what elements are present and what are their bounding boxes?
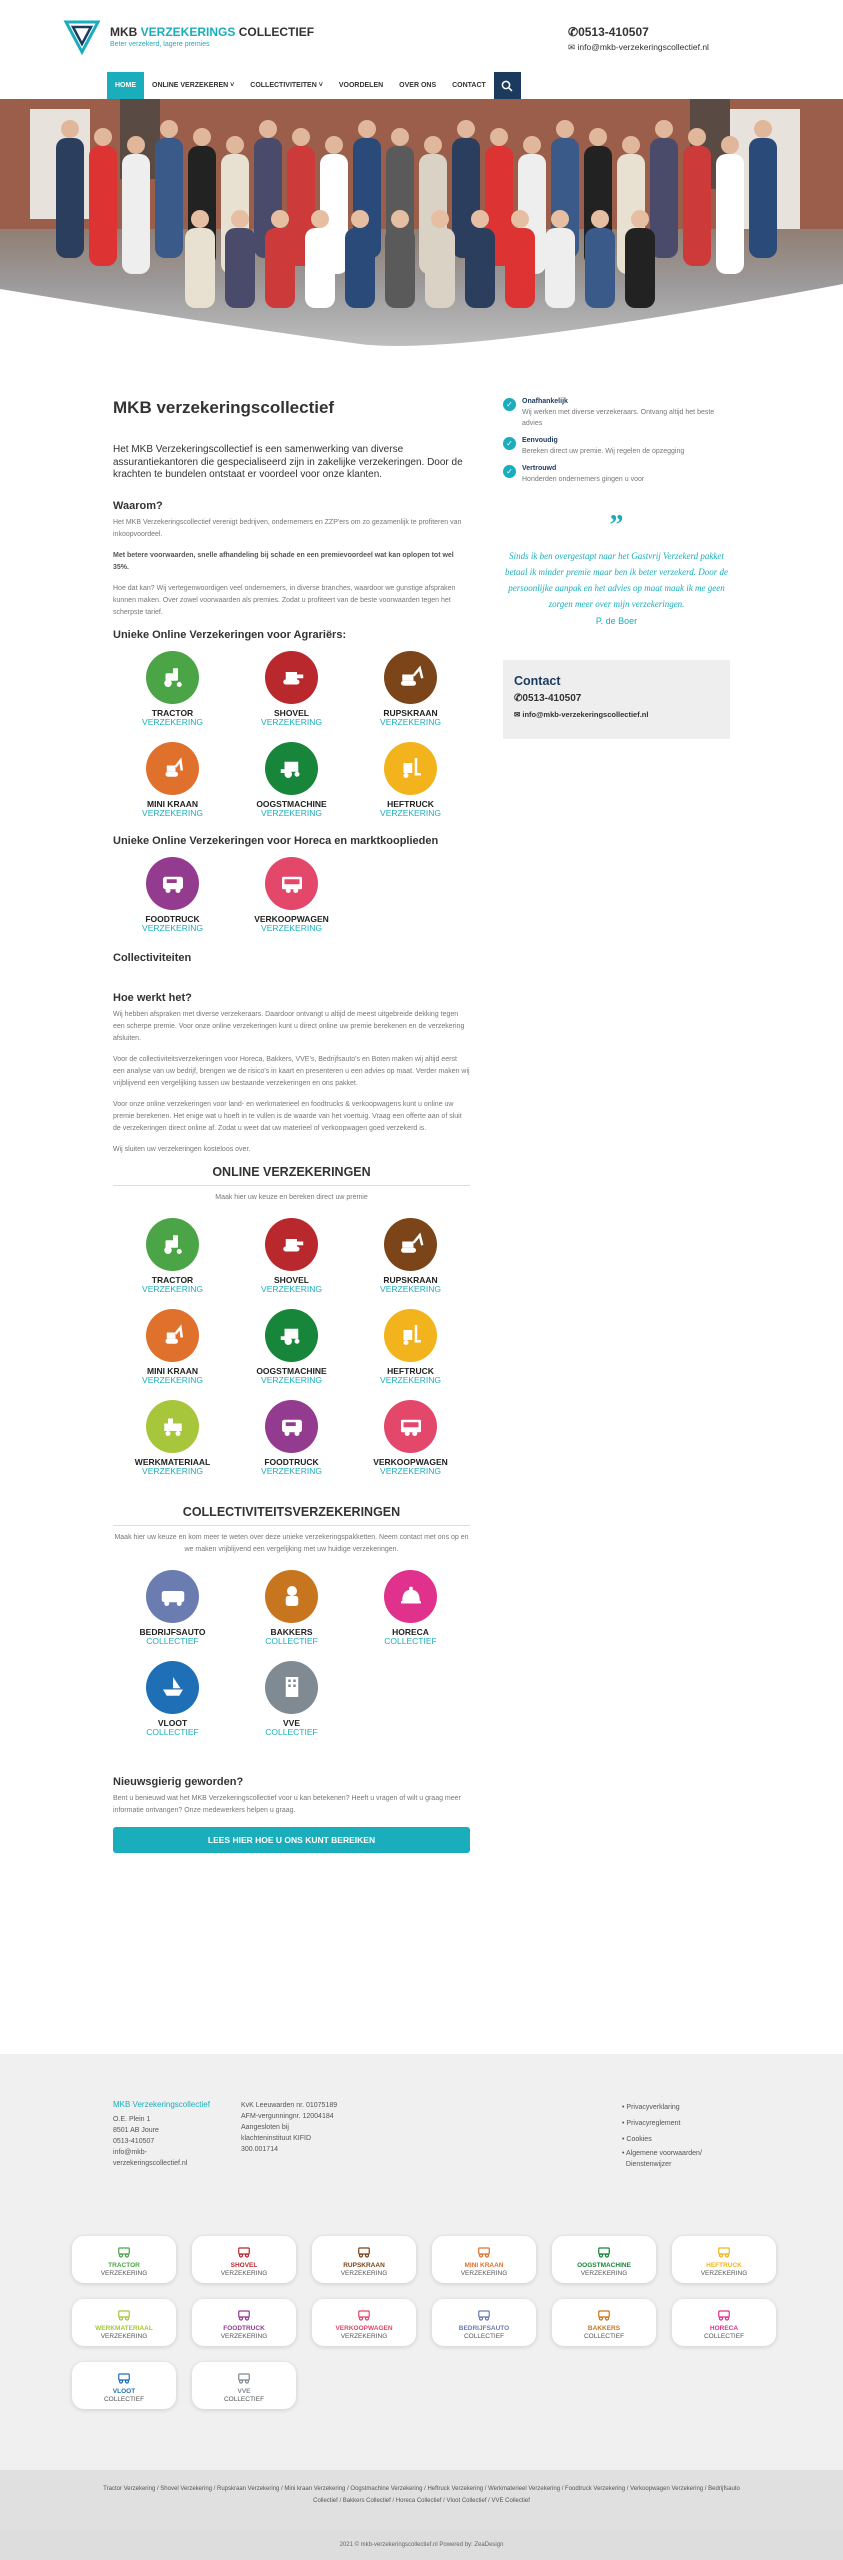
product-mini-kraan[interactable] (113, 742, 232, 833)
equipment-icon (146, 1400, 199, 1453)
person-head (94, 128, 112, 146)
person-head (688, 128, 706, 146)
site-footer (0, 2054, 843, 2470)
person-head (391, 210, 409, 228)
person-body (625, 228, 655, 308)
sales-wagon-icon (384, 1400, 437, 1453)
product-name: VVE (282, 1717, 300, 1728)
person-head (358, 120, 376, 138)
person-head (259, 120, 277, 138)
search-icon (501, 80, 513, 92)
building-icon (265, 1661, 318, 1714)
tractor-icon (146, 1218, 199, 1271)
product-rupskraan[interactable] (351, 651, 470, 742)
mini-excavator-icon (146, 742, 199, 795)
card-name: HEFTRUCK (706, 2261, 742, 2269)
harvester-icon (265, 742, 318, 795)
footer-brand: MKB Verzekeringscollectief (113, 2100, 210, 2109)
product-name: BAKKERS (270, 1626, 313, 1637)
product-name: HEFTRUCK (387, 798, 434, 809)
product-name: WERKMATERIAAL (134, 1456, 211, 1467)
person-body (385, 228, 415, 308)
person-head (591, 210, 609, 228)
person-head (271, 210, 289, 228)
product-type: VERZEKERING (261, 716, 322, 727)
sales-wagon-icon (265, 857, 318, 910)
card-name: RUPSKRAAN (343, 2261, 385, 2269)
product-name: FOODTRUCK (145, 913, 200, 924)
brand-tagline: Beter verzekerd, lagere premies (110, 40, 210, 48)
card-type: COLLECTIEF (583, 2332, 625, 2340)
product-name: OOGSTMACHINE (256, 1365, 327, 1376)
footer-card-shovel[interactable] (192, 2236, 296, 2283)
person-body (585, 228, 615, 308)
product-tractor[interactable] (113, 1218, 232, 1309)
footer-address (113, 2100, 213, 2169)
person-head (754, 120, 772, 138)
person-head (631, 210, 649, 228)
product-mini-kraan[interactable] (113, 1309, 232, 1400)
hoe-text-2: Voor de collectiviteitsverzekeringen voor Horeca, Bakkers, VVE's, Bedrijfsauto's en Boten maken wij altijd eerst een analyse van uw bedrijf, brengen we de risico's in kaart en presenteren u een advies op maat. Verder maken wij vrijblijvend een vergelijking tussen uw bestaande verzekeringen en ons pakket. (113, 1055, 470, 1087)
horeca-icon-grid (113, 857, 470, 948)
person-head (61, 120, 79, 138)
footer-card-rupskraan[interactable] (312, 2236, 416, 2283)
main-nav (107, 72, 521, 99)
waarom-text-3: Hoe dat kan? Wij vertegenwoordigen veel ondernemers, in diverse branches, waardoor we gunstige afspraken kunnen maken. Over zowel voorwaarden als premies. Zodat u profiteert van de beste voorwaarden tegen het scherpste tarief. (113, 584, 456, 616)
divider (113, 1525, 470, 1526)
product-type: COLLECTIEF (384, 1635, 437, 1646)
card-type: COLLECTIEF (463, 2332, 505, 2340)
footer-seo-links[interactable]: Tractor Verzekering / Shovel Verzekering / Rupskraan Verzekering / Mini kraan Verzekering / Oogstmachine Verzekering / Heftruck Verzekering / Werkmaterieel Verzekering / Foodtruck Verzekering / Verkoopwagen Verzekering / Bedrijfsauto Collectief / Bakkers Collectief / Horeca Collectief / Vloot Collectief / VVE Collectief (0, 2470, 843, 2530)
product-bedrijfsauto[interactable] (113, 1570, 232, 1661)
person-head (721, 136, 739, 154)
product-type: VERZEKERING (380, 1465, 441, 1476)
product-icon (715, 2242, 733, 2260)
product-name: MINI KRAAN (147, 798, 198, 809)
footer-line: klachteninstituut KIFID (241, 2135, 312, 2142)
card-type: COLLECTIEF (103, 2395, 145, 2403)
contact-box-email[interactable]: ✉ info@mkb-verzekeringscollectief.nl (514, 710, 649, 719)
product-heftruck[interactable] (351, 1309, 470, 1400)
person-head (231, 210, 249, 228)
product-type: VERZEKERING (142, 807, 203, 818)
product-icon (115, 2368, 133, 2386)
check-icon: ✓ (503, 465, 516, 478)
product-oogstmachine[interactable] (232, 742, 351, 833)
person-body (225, 228, 255, 308)
product-type: VERZEKERING (380, 716, 441, 727)
product-foodtruck[interactable] (113, 857, 232, 948)
footer-card-oogstmachine[interactable] (552, 2236, 656, 2283)
product-icon (595, 2305, 613, 2323)
product-name: FOODTRUCK (264, 1456, 319, 1467)
contact-box (503, 660, 730, 739)
product-rupskraan[interactable] (351, 1218, 470, 1309)
product-bakkers[interactable] (232, 1570, 351, 1661)
footer-link-privacyreglement[interactable]: • Privacyreglement (622, 2120, 681, 2127)
agrarier-icon-grid (113, 651, 470, 833)
online-icon-grid (113, 1218, 470, 1491)
product-icon (595, 2242, 613, 2260)
card-name: TRACTOR (108, 2261, 140, 2269)
boat-icon (146, 1661, 199, 1714)
person-body (425, 228, 455, 308)
nav-contact[interactable]: CONTACT (452, 82, 486, 89)
person-body (305, 228, 335, 308)
footer-line[interactable]: 0513-410507 (113, 2138, 155, 2145)
person-head (191, 210, 209, 228)
footer-card-werkmateriaal[interactable] (72, 2299, 176, 2346)
footer-line: Aangesloten bij (241, 2124, 289, 2131)
usp-vertrouwd (503, 465, 730, 485)
product-type: VERZEKERING (261, 1283, 322, 1294)
person-head (551, 210, 569, 228)
product-icon (115, 2242, 133, 2260)
foodtruck-icon (265, 1400, 318, 1453)
product-heftruck[interactable] (351, 742, 470, 833)
product-icon (115, 2305, 133, 2323)
person-head (655, 120, 673, 138)
card-name: VERKOOPWAGEN (335, 2324, 393, 2332)
hoe-heading: Hoe werkt het? (113, 991, 192, 1004)
card-name: VVE (237, 2387, 251, 2395)
usp-title: Onafhankelijk (522, 398, 568, 405)
product-name: SHOVEL (274, 707, 309, 718)
card-name: OOGSTMACHINE (577, 2261, 631, 2269)
card-type: VERZEKERING (220, 2269, 268, 2277)
waarom-heading: Waarom? (113, 499, 163, 512)
product-type: VERZEKERING (261, 1374, 322, 1385)
card-name: HORECA (709, 2324, 739, 2332)
product-type: COLLECTIEF (146, 1726, 199, 1737)
foodtruck-icon (146, 857, 199, 910)
footer-line: 8501 AB Joure (113, 2127, 159, 2134)
product-type: VERZEKERING (261, 922, 322, 933)
product-type: VERZEKERING (142, 1374, 203, 1385)
person-head (193, 128, 211, 146)
intro-text: Het MKB Verzekeringscollectief is een samenwerking van diverse assurantiekantoren die gespecialiseerd zijn in zakelijke verzekeringen. Door de krachten te bundelen ontstaat er voordeel voor onze klanten. (113, 444, 463, 480)
footer-card-bakkers[interactable] (552, 2299, 656, 2346)
person-head (325, 136, 343, 154)
footer-line: AFM-vergunningnr. 12004184 (241, 2113, 334, 2120)
testimonial-text: Sinds ik ben overgestapt naar het Gastvrij Verzekerd pakket betaal ik minder premie maar ben ik beter verzekerd. Door de persoonlijke aanpak en het advies op maat maak ik me geen zorgen meer over mijn verzekeringen. (504, 551, 729, 609)
nieuwsgierig-text: Bent u benieuwd wat het MKB Verzekeringscollectief voor u kan betekenen? Heeft u vragen of wilt u graag meer informatie ontvangen? Onze medewerkers helpen u graag. (113, 1794, 461, 1814)
tractor-icon (146, 651, 199, 704)
product-icon (715, 2305, 733, 2323)
person-body (155, 138, 183, 258)
nav-over-ons[interactable]: OVER ONS (399, 82, 437, 89)
product-vve[interactable] (232, 1661, 351, 1752)
product-foodtruck[interactable] (232, 1400, 351, 1491)
card-name: BAKKERS (587, 2324, 621, 2332)
footer-card-heftruck[interactable] (672, 2236, 776, 2283)
person-head (431, 210, 449, 228)
card-type: COLLECTIEF (223, 2395, 265, 2403)
product-type: VERZEKERING (142, 716, 203, 727)
product-name: RUPSKRAAN (383, 707, 438, 718)
contact-box-title: Contact (514, 674, 561, 688)
product-vloot[interactable] (113, 1661, 232, 1752)
usp-title: Eenvoudig (522, 437, 558, 444)
person-head (511, 210, 529, 228)
testimonial (503, 510, 730, 626)
person-head (292, 128, 310, 146)
product-type: VERZEKERING (261, 1465, 322, 1476)
person-head (351, 210, 369, 228)
main-content (113, 398, 470, 1853)
check-icon: ✓ (503, 398, 516, 411)
product-type: VERZEKERING (380, 1283, 441, 1294)
product-icon (235, 2305, 253, 2323)
card-name: FOODTRUCK (223, 2324, 265, 2332)
footer-line[interactable]: verzekeringscollectief.nl (113, 2160, 188, 2167)
product-icon (355, 2305, 373, 2323)
person-head (523, 136, 541, 154)
person-body (265, 228, 295, 308)
person-body (122, 154, 150, 274)
check-icon: ✓ (503, 437, 516, 450)
product-icon (355, 2242, 373, 2260)
team-photo-illustration (0, 99, 843, 357)
baker-icon (265, 1570, 318, 1623)
agrariers-heading: Unieke Online Verzekeringen voor Agrariërs: (113, 628, 347, 641)
product-type: VERZEKERING (380, 1374, 441, 1385)
nav-online-verzekeren[interactable]: ONLINE VERZEKEREN ˅ (152, 82, 235, 89)
person-body (465, 228, 495, 308)
product-type: VERZEKERING (142, 1283, 203, 1294)
contact-cta-button[interactable]: LEES HIER HOE U ONS KUNT BEREIKEN (113, 1827, 470, 1853)
person-body (56, 138, 84, 258)
footer-line: KvK Leeuwarden nr. 01075189 (241, 2102, 338, 2109)
usp-eenvoudig (503, 437, 730, 457)
product-verkoopwagen[interactable] (351, 1400, 470, 1491)
hero-team-photo (0, 99, 843, 357)
footer-link-privacyverklaring[interactable]: • Privacyverklaring (622, 2104, 680, 2111)
van-icon (146, 1570, 199, 1623)
excavator-icon (384, 1218, 437, 1271)
person-head (226, 136, 244, 154)
product-name: HORECA (392, 1626, 429, 1637)
person-head (457, 120, 475, 138)
site-header (0, 0, 843, 72)
card-name: WERKMATERIAAL (95, 2324, 153, 2332)
person-head (311, 210, 329, 228)
divider (113, 1185, 470, 1186)
coll-icon-grid (113, 1570, 470, 1752)
product-name: BEDRIJFSAUTO (139, 1626, 206, 1637)
footer-legal-links (622, 2100, 702, 2170)
footer-line[interactable]: info@mkb- (113, 2149, 147, 2156)
product-tractor[interactable] (113, 651, 232, 742)
person-body (545, 228, 575, 308)
product-name: OOGSTMACHINE (256, 798, 327, 809)
person-head (127, 136, 145, 154)
card-name: MINI KRAAN (464, 2261, 504, 2269)
person-body (716, 154, 744, 274)
card-name: SHOVEL (230, 2261, 258, 2269)
forklift-icon (384, 742, 437, 795)
card-type: VERZEKERING (700, 2269, 748, 2277)
person-body (89, 146, 117, 266)
card-name: BEDRIJFSAUTO (458, 2324, 510, 2332)
online-section-heading: ONLINE VERZEKERINGEN (212, 1164, 371, 1179)
mini-excavator-icon (146, 1309, 199, 1362)
footer-card-foodtruck[interactable] (192, 2299, 296, 2346)
person-body (185, 228, 215, 308)
footer-card-vve[interactable] (192, 2362, 296, 2409)
footer-link-voorwaarden[interactable]: • Algemene voorwaarden/ Dienstenwijzer (622, 2150, 702, 2168)
usp-onafhankelijk (503, 398, 730, 429)
coll-section-heading: COLLECTIVITEITSVERZEKERINGEN (182, 1504, 401, 1519)
brand-name: MKB VERZEKERINGS COLLECTIEF (110, 24, 315, 39)
person-head (589, 128, 607, 146)
shovel-icon (265, 1218, 318, 1271)
online-section-subtitle: Maak hier uw keuze en bereken direct uw premie (215, 1193, 368, 1201)
waarom-text-1: Het MKB Verzekeringscollectief verenigt bedrijven, ondernemers en ZZP'ers om zo gezamenlijk te profiteren van inkoopvoordeel. (113, 518, 462, 538)
footer-line: O.E. Plein 1 (113, 2116, 151, 2123)
person-body (505, 228, 535, 308)
card-type: COLLECTIEF (703, 2332, 745, 2340)
card-type: VERZEKERING (100, 2269, 148, 2277)
header-email[interactable]: ✉ info@mkb-verzekeringscollectief.nl (568, 42, 709, 52)
footer-card-vloot[interactable] (72, 2362, 176, 2409)
card-type: VERZEKERING (460, 2269, 508, 2277)
card-type: VERZEKERING (220, 2332, 268, 2340)
footer-line: 300.001714 (241, 2146, 278, 2153)
person-head (424, 136, 442, 154)
footer-link-cookies[interactable]: • Cookies (622, 2136, 652, 2143)
product-type: COLLECTIEF (265, 1726, 318, 1737)
person-body (683, 146, 711, 266)
testimonial-author: P. de Boer (595, 616, 638, 626)
usp-text: Honderden ondernemers gingen u voor (522, 476, 645, 483)
product-werkmateriaal[interactable] (113, 1400, 232, 1491)
waarom-text-2: Met betere voorwaarden, snelle afhandeling bij schade en een premievoordeel wat kan oplopen tot wel 35%. (113, 551, 454, 571)
footer-card-tractor[interactable] (72, 2236, 176, 2283)
usp-title: Vertrouwd (522, 465, 557, 472)
person-head (471, 210, 489, 228)
product-horeca[interactable] (351, 1570, 470, 1661)
person-head (160, 120, 178, 138)
site-logo[interactable] (62, 16, 314, 56)
card-type: VERZEKERING (340, 2332, 388, 2340)
card-type: VERZEKERING (340, 2269, 388, 2277)
hoe-text-3: Voor onze online verzekeringen voor land- en werkmaterieel en foodtrucks & verkoopwagens kunt u online uw premie berekenen. Het enige wat u hoeft in te vullen is de waarde van het voertuig. Vraag een offerte aan of sluit de verzekeringen direct online af. Zodat u weet dat uw materieel of verkoopwagen goed verzekerd is. (113, 1100, 462, 1132)
copyright-bar: 2021 © mkb-verzekeringscollectief.nl Powered by: ZeaDesign (0, 2530, 843, 2560)
usp-text: Wij werken met diverse verzekeraars. Ontvang altijd het beste advies (522, 409, 715, 427)
product-icon (235, 2242, 253, 2260)
footer-card-mini-kraan[interactable] (432, 2236, 536, 2283)
footer-company-info (241, 2100, 337, 2155)
excavator-icon (384, 651, 437, 704)
forklift-icon (384, 1309, 437, 1362)
nieuwsgierig-heading: Nieuwsgierig geworden? (113, 1775, 244, 1788)
product-verkoopwagen[interactable] (232, 857, 351, 948)
footer-card-bedrijfsauto[interactable] (432, 2299, 536, 2346)
person-head (622, 136, 640, 154)
footer-card-verkoopwagen[interactable] (312, 2299, 416, 2346)
product-icon (475, 2305, 493, 2323)
person-body (749, 138, 777, 258)
header-phone[interactable]: ✆0513-410507 (568, 25, 649, 39)
product-name: SHOVEL (274, 1274, 309, 1285)
product-name: MINI KRAAN (147, 1365, 198, 1376)
shovel-icon (265, 651, 318, 704)
product-type: COLLECTIEF (146, 1635, 199, 1646)
product-name: VERKOOPWAGEN (373, 1456, 448, 1467)
page-title: MKB verzekeringscollectief (113, 398, 335, 417)
cloche-icon (384, 1570, 437, 1623)
contact-box-phone[interactable]: ✆0513-410507 (514, 693, 582, 704)
product-type: COLLECTIEF (265, 1635, 318, 1646)
hoe-text-1: Wij hebben afspraken met diverse verzekeraars. Daardoor ontvangt u altijd de meest uitgebreide dekking tegen een scherpe premie. Voor onze online verzekeringen kunt u direct online uw premie berekenen en de verzekering afsluiten. (113, 1010, 465, 1042)
card-name: VLOOT (112, 2387, 136, 2395)
product-type: VERZEKERING (380, 807, 441, 818)
product-type: VERZEKERING (142, 1465, 203, 1476)
nav-home[interactable]: HOME (107, 72, 144, 99)
product-shovel[interactable] (232, 1218, 351, 1309)
product-icon (235, 2368, 253, 2386)
product-shovel[interactable] (232, 651, 351, 742)
shield-logo-icon (62, 16, 102, 56)
person-head (490, 128, 508, 146)
quote-icon: ” (609, 510, 624, 541)
coll-section-subtitle: Maak hier uw keuze en kom meer te weten over deze unieke verzekeringspakketten. Neem contact met ons op en we maken vrijblijvend een vergelijking met uw huidige verzekeringen. (114, 1533, 469, 1553)
harvester-icon (265, 1309, 318, 1362)
product-name: RUPSKRAAN (383, 1274, 438, 1285)
search-button[interactable] (494, 72, 521, 99)
horeca-heading: Unieke Online Verzekeringen voor Horeca en marktkooplieden (113, 834, 439, 847)
product-oogstmachine[interactable] (232, 1309, 351, 1400)
collectiviteiten-heading: Collectiviteiten (113, 951, 192, 964)
card-type: VERZEKERING (100, 2332, 148, 2340)
person-head (556, 120, 574, 138)
product-name: VERKOOPWAGEN (254, 913, 329, 924)
person-head (391, 128, 409, 146)
product-name: TRACTOR (151, 1274, 194, 1285)
hoe-text-4: Wij sluiten uw verzekeringen kosteloos over. (113, 1145, 251, 1153)
product-name: TRACTOR (151, 707, 194, 718)
product-icon (475, 2242, 493, 2260)
product-type: VERZEKERING (142, 922, 203, 933)
nav-collectiviteiten[interactable]: COLLECTIVITEITEN ˅ (250, 82, 323, 89)
footer-card-horeca[interactable] (672, 2299, 776, 2346)
usp-text: Bereken direct uw premie. Wij regelen de opzegging (522, 448, 685, 455)
product-name: HEFTRUCK (387, 1365, 434, 1376)
card-type: VERZEKERING (580, 2269, 628, 2277)
product-name: VLOOT (157, 1717, 188, 1728)
person-body (345, 228, 375, 308)
sidebar (503, 398, 730, 739)
nav-voordelen[interactable]: VOORDELEN (338, 82, 384, 89)
product-type: VERZEKERING (261, 807, 322, 818)
